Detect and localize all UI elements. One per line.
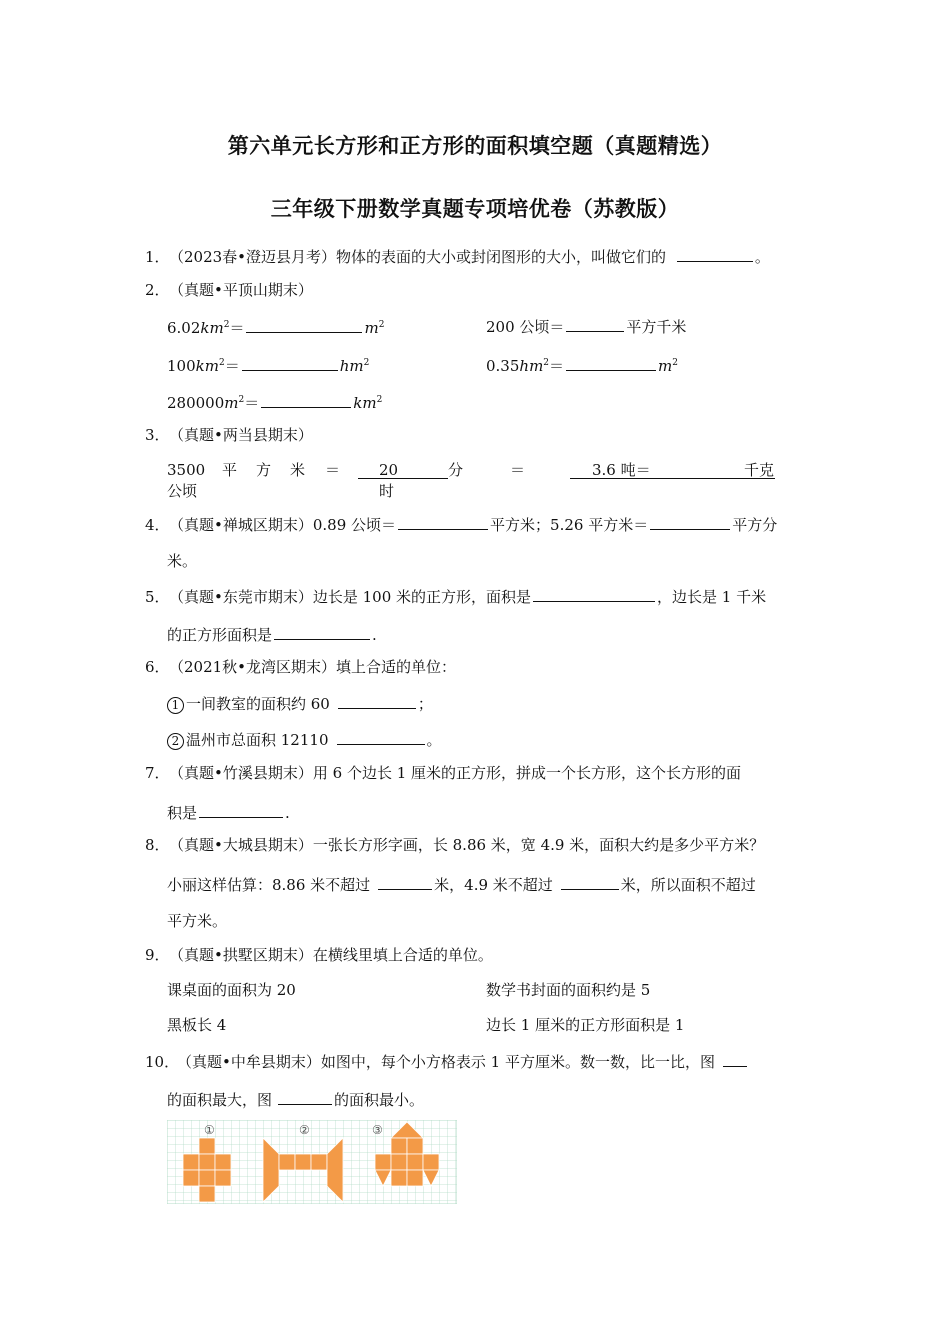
- q2-row1-right: [486, 315, 686, 337]
- q9-item: 数学书封面的面积约是 5: [486, 981, 651, 999]
- q-source: （真题•两当县期末）: [169, 426, 313, 444]
- q-source: （真题•竹溪县期末）: [169, 764, 313, 782]
- question-5: [145, 585, 766, 607]
- question-9: [145, 945, 493, 965]
- circled-number: 1: [167, 697, 184, 714]
- q7-line2: [167, 801, 290, 823]
- q-text: 平方分: [732, 516, 778, 534]
- q-text: 小丽这样估算：8.86 米不超过: [167, 876, 371, 894]
- question-1: [145, 245, 770, 267]
- q9-item: 边长 1 厘米的正方形面积是 1: [486, 1016, 685, 1034]
- q9-item: 黑板长 4: [167, 1016, 227, 1034]
- q-number: 10．: [145, 1053, 180, 1071]
- q2-row3: [167, 390, 382, 413]
- sup: 2: [672, 358, 679, 368]
- q-number: 3．: [145, 426, 170, 444]
- value: 0.35: [486, 357, 520, 375]
- q2-row2-right: [486, 353, 678, 376]
- q9-item: 课桌面的面积为 20: [167, 981, 296, 999]
- q-text: 积是: [167, 804, 198, 822]
- q-text: 边长是 100 米的正方形，面积是: [312, 588, 532, 606]
- value: 280000: [167, 394, 225, 412]
- q-text: 米，所以面积不超过: [620, 876, 756, 894]
- figure-3-label: ③: [372, 1123, 383, 1137]
- q3-eq: ＝: [510, 461, 526, 479]
- figure-2-label: ②: [299, 1123, 310, 1137]
- answer-blank[interactable]: [337, 728, 425, 745]
- q10-line2: [167, 1088, 424, 1110]
- q-source: （真题•中牟县期末）: [177, 1053, 321, 1071]
- sup: 2: [218, 358, 225, 368]
- value: 6.02: [167, 319, 201, 337]
- q-text: 平方米；5.26 平方米＝: [490, 516, 649, 534]
- answer-blank[interactable]: [278, 1088, 332, 1105]
- answer-blank[interactable]: [533, 585, 655, 602]
- answer-blank[interactable]: [358, 460, 448, 479]
- q-text: 的面积最大，图: [167, 1091, 273, 1109]
- unit: km: [353, 394, 377, 412]
- q-source: （真题•拱墅区期末）: [169, 946, 313, 964]
- q-text: ；: [417, 695, 433, 713]
- q-text: ，边长是 1 千米: [657, 588, 767, 606]
- q8-line2: [167, 873, 756, 895]
- answer-blank[interactable]: [650, 513, 730, 530]
- unit: 平方千米: [626, 318, 687, 336]
- q-text: .: [285, 804, 290, 822]
- grid-figure: [167, 1120, 457, 1204]
- q-number: 6．: [145, 658, 170, 676]
- q3-char: 米: [290, 461, 306, 479]
- unit: hm: [339, 357, 364, 375]
- question-3: [145, 425, 313, 445]
- sup: 2: [223, 320, 230, 330]
- q-end: 。: [754, 248, 770, 266]
- answer-blank[interactable]: [566, 315, 624, 332]
- q6-item2: [167, 728, 442, 750]
- q-text: 米。: [167, 552, 198, 570]
- q-number: 7．: [145, 764, 170, 782]
- q5-line2: [167, 623, 377, 645]
- value: 100: [167, 357, 196, 375]
- value: 200 公顷＝: [486, 318, 565, 336]
- eq: ＝: [549, 357, 565, 375]
- q-source: （2023春•澄迈县月考）: [169, 248, 337, 266]
- q-text: 在横线里填上合适的单位。: [312, 946, 493, 964]
- q6-item1: [167, 692, 433, 714]
- question-4: [145, 513, 777, 535]
- answer-blank[interactable]: [723, 1050, 747, 1067]
- unit: m: [364, 319, 379, 337]
- title-sub: 三年级下册数学真题专项培优卷（苏教版）: [270, 197, 680, 221]
- title-main: 第六单元长方形和正方形的面积填空题（真题精选）: [227, 134, 723, 158]
- q-text: 一间教室的面积约 60: [186, 695, 330, 713]
- q-number: 4．: [145, 516, 170, 534]
- question-2: [145, 280, 313, 300]
- q3-char: 平: [222, 461, 238, 479]
- question-8: [145, 835, 764, 855]
- answer-blank[interactable]: [566, 354, 656, 371]
- q-number: 9．: [145, 946, 170, 964]
- q-text: 的面积最小。: [334, 1091, 425, 1109]
- q-source: （真题•大城县期末）: [169, 836, 313, 854]
- sup: 2: [238, 395, 245, 405]
- q3-unit: 时: [379, 482, 395, 500]
- q2-row2-left: [167, 353, 369, 376]
- q3-eq: ＝: [325, 461, 341, 479]
- q3-value: 20: [379, 461, 399, 479]
- q-source: （真题•平顶山期末）: [169, 281, 313, 299]
- answer-blank[interactable]: [398, 513, 488, 530]
- answer-blank[interactable]: [246, 316, 362, 333]
- q3-value: 3.6 吨＝: [592, 461, 651, 479]
- q-source: （2021秋•龙湾区期末）: [169, 658, 337, 676]
- q-text: 如图中，每个小方格表示 1 平方厘米。数一数，比一比，图: [320, 1053, 715, 1071]
- eq: ＝: [229, 319, 245, 337]
- q-text: 米，4.9 米不超过: [434, 876, 553, 894]
- question-10: [145, 1050, 749, 1072]
- answer-blank[interactable]: [274, 623, 370, 640]
- q3-unit: 千克: [744, 461, 775, 479]
- q-number: 2．: [145, 281, 170, 299]
- unit: km: [200, 319, 224, 337]
- answer-blank[interactable]: [261, 391, 351, 408]
- q-text: 平方米。: [167, 912, 228, 930]
- q3-unit: 公顷: [167, 482, 198, 500]
- q-number: 8．: [145, 836, 170, 854]
- q-source: （真题•禅城区期末）: [169, 516, 313, 534]
- answer-blank[interactable]: [677, 245, 753, 262]
- q-text: .: [372, 626, 377, 644]
- circled-number: 2: [167, 733, 184, 750]
- sup: 2: [543, 358, 550, 368]
- unit: km: [195, 357, 219, 375]
- answer-blank[interactable]: [242, 354, 338, 371]
- question-6: [145, 657, 456, 677]
- q-text: 一张长方形字画，长 8.86 米，宽 4.9 米，面积大约是多少平方米？: [312, 836, 765, 854]
- answer-blank[interactable]: [378, 873, 432, 890]
- eq: ＝: [244, 394, 260, 412]
- q-text: 温州市总面积 12110: [186, 731, 329, 749]
- q-number: 5．: [145, 588, 170, 606]
- q-text: 用 6 个边长 1 厘米的正方形，拼成一个长方形，这个长方形的面: [312, 764, 742, 782]
- question-7: [145, 763, 741, 783]
- q2-row1-left: [167, 315, 384, 338]
- q3-char: 方: [256, 461, 272, 479]
- q-number: 1．: [145, 248, 170, 266]
- eq: ＝: [224, 357, 240, 375]
- answer-blank[interactable]: [338, 692, 416, 709]
- q-text: 0.89 公顷＝: [312, 516, 397, 534]
- q-text: 的正方形面积是: [167, 626, 273, 644]
- q-text: 填上合适的单位：: [336, 658, 457, 676]
- q3-unit: 分: [448, 461, 464, 479]
- figure-1-label: ①: [204, 1123, 215, 1137]
- sup: 2: [378, 320, 385, 330]
- unit: m: [224, 394, 239, 412]
- q-source: （真题•东莞市期末）: [169, 588, 313, 606]
- q-text: 物体的表面的大小或封闭图形的大小，叫做它们的: [336, 248, 667, 266]
- q-text: 。: [426, 731, 442, 749]
- unit: m: [658, 357, 673, 375]
- sup: 2: [363, 358, 370, 368]
- answer-blank[interactable]: [561, 873, 619, 890]
- q3-value: 3500: [167, 461, 206, 479]
- sup: 2: [376, 395, 383, 405]
- unit: hm: [519, 357, 544, 375]
- answer-blank[interactable]: [199, 801, 283, 818]
